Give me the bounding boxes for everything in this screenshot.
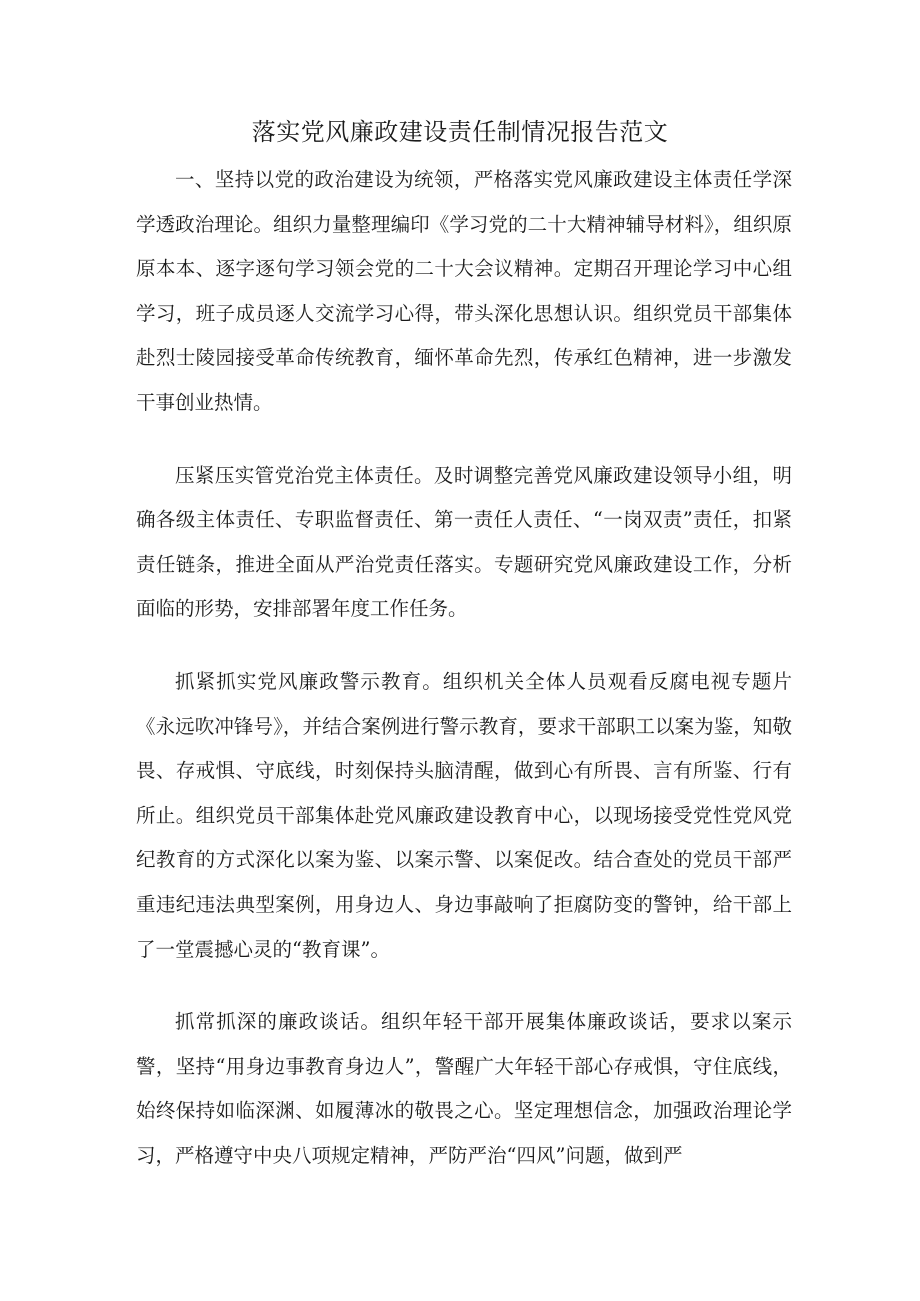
document-title: 落实党风廉政建设责任制情况报告范文 xyxy=(251,118,669,146)
paragraph-4: 抓常抓深的廉政谈话。组织年轻干部开展集体廉政谈话，要求以案示警，坚持“用身边事教育身边人”，警醒广大年轻干部心存戒惧，守住底线，始终保持如临深渊、如履薄冰的敬畏之心。坚定理想信念，加强政治理论学习，严格遵守中央八项规定精神，严防严治“四风”问题，做到严 xyxy=(136,1010,792,1167)
paragraph-1: 一、坚持以党的政治建设为统领，严格落实党风廉政建设主体责任学深学透政治理论。组织力量整理编印《学习党的二十大精神辅导材料》，组织原原本本、逐字逐句学习领会党的二十大会议精神。定期召开理论学习中心组学习，班子成员逐人交流学习心得，带头深化思想认识。组织党员干部集体赴烈士陵园接受革命传统教育，缅怀革命先烈，传承红色精神，进一步激发干事创业热情。 xyxy=(136,168,792,414)
paragraph-2: 压紧压实管党治党主体责任。及时调整完善党风廉政建设领导小组，明确各级主体责任、专职监督责任、第一责任人责任、“一岗双责”责任，扣紧责任链条，推进全面从严治党责任落实。专题研究党风廉政建设工作，分析面临的形势，安排部署年度工作任务。 xyxy=(136,463,792,621)
document-body xyxy=(136,158,792,1206)
paragraph-3: 抓紧抓实党风廉政警示教育。组织机关全体人员观看反腐电视专题片《永远吹冲锋号》，并结合案例进行警示教育，要求干部职工以案为鉴，知敬畏、存戒惧、守底线，时刻保持头脑清醒，做到心有所畏、言有所鉴、行有所止。组织党员干部集体赴党风廉政建设教育中心，以现场接受党性党风党纪教育的方式深化以案为鉴、以案示警、以案促改。结合查处的党员干部严重违纪违法典型案例，用身边人、身边事敲响了拒腐防变的警钟，给干部上了一堂震撼心灵的“教育课”。 xyxy=(136,669,792,961)
